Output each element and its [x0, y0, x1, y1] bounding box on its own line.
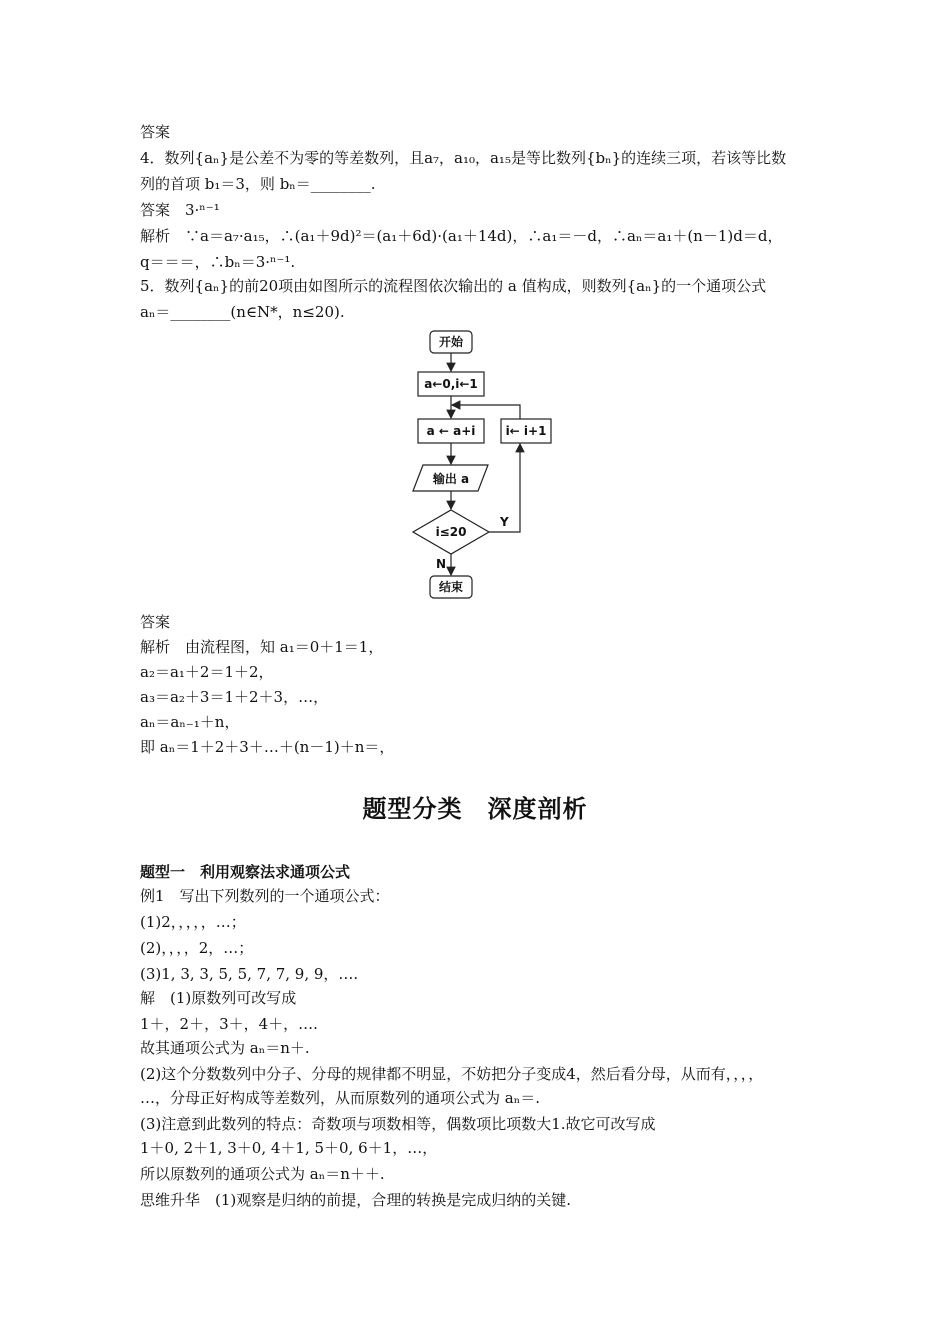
text-line: 答案 3·ⁿ⁻¹ [140, 201, 220, 219]
update-a-label: a ← a+i [426, 424, 476, 438]
loop-arrow [452, 405, 520, 419]
text-line: 即 aₙ＝1＋2＋3＋…＋(n－1)＋n＝， [140, 738, 395, 756]
text-line: (3)1, 3, 3, 5, 5, 7, 7, 9, 9，…. [140, 965, 359, 983]
text-line: a₃＝a₂＋3＝1＋2＋3，…， [140, 688, 329, 706]
text-line: 答案 [140, 613, 171, 631]
start-label: 开始 [438, 335, 464, 349]
text-line: 答案 [140, 123, 171, 141]
text-line: 所以原数列的通项公式为 aₙ＝n＋＋. [140, 1165, 385, 1183]
text-line: aₙ＝________(n∈N*，n≤20). [140, 303, 345, 321]
text-line: 4．数列{aₙ}是公差不为零的等差数列，且a₇，a₁₀，a₁₅是等比数列{bₙ}的连续三项，若该等比数 [140, 149, 787, 167]
text-line: 思维升华 (1)观察是归纳的前提，合理的转换是完成归纳的关键. [140, 1191, 572, 1209]
text-line: (3)注意到此数列的特点：奇数项与项数相等，偶数项比项数大1.故它可改写成 [140, 1115, 656, 1133]
section-heading: 题型分类 深度剖析 [362, 795, 588, 823]
text-line: 解析 由流程图，知 a₁＝0＋1＝1， [140, 638, 384, 656]
update-i-label: i← i+1 [505, 424, 547, 438]
text-line: 例1 写出下列数列的一个通项公式： [140, 887, 390, 905]
text-line: 解 (1)原数列可改写成 [140, 989, 297, 1007]
text-line: (2)，，，，2，…； [140, 939, 254, 957]
no-label: N [436, 557, 447, 571]
text-line: aₙ＝aₙ₋₁＋n， [140, 713, 240, 731]
condition-label: i≤20 [435, 525, 467, 539]
flowchart [400, 328, 560, 603]
text-line: 列的首项 b₁＝3，则 bₙ＝________. [140, 175, 376, 193]
text-line: 1＋0, 2＋1, 3＋0, 4＋1, 5＋0, 6＋1，…， [140, 1139, 438, 1157]
text-line: (2)这个分数数列中分子、分母的规律都不明显，不妨把分子变成4，然后看分母，从而有，，，， [140, 1065, 764, 1083]
text-line: …，分母正好构成等差数列，从而原数列的通项公式为 aₙ＝. [140, 1089, 540, 1107]
text-line: q＝＝＝，∴bₙ＝3·ⁿ⁻¹. [140, 253, 296, 271]
output-label: 输出 a [432, 472, 470, 486]
type-title: 题型一 利用观察法求通项公式 [140, 863, 351, 881]
end-label: 结束 [438, 580, 464, 594]
text-line: 5．数列{aₙ}的前20项由如图所示的流程图依次输出的 a 值构成，则数列{aₙ}的一个通项公式 [140, 277, 767, 295]
text-line: 1＋，2＋，3＋，4＋，…. [140, 1015, 318, 1033]
text-line: 故其通项公式为 aₙ＝n＋. [140, 1039, 310, 1057]
init-label: a←0,i←1 [424, 377, 478, 391]
text-line: a₂＝a₁＋2＝1＋2， [140, 663, 274, 681]
text-line: 解析 ∵a＝a₇·a₁₅，∴(a₁＋9d)²＝(a₁＋6d)·(a₁＋14d)，∴a₁＝－d，∴aₙ＝a₁＋(n－1)d＝d， [140, 227, 783, 245]
yes-label: Y [500, 515, 509, 529]
text-line: (1)2，，，，，…； [140, 913, 246, 931]
